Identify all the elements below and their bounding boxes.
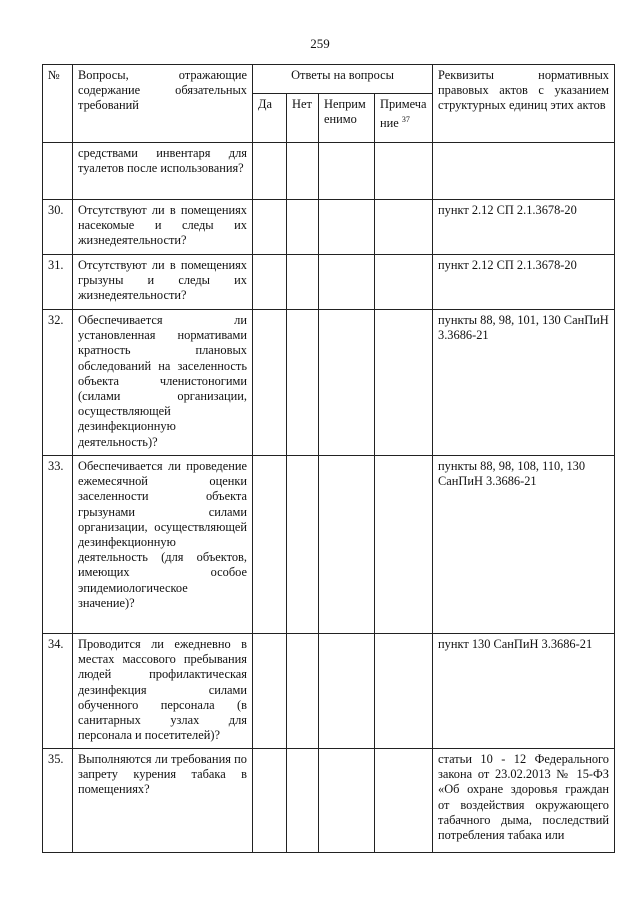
answer-no-cell[interactable] bbox=[287, 634, 319, 749]
answer-note-cell[interactable] bbox=[375, 456, 433, 634]
row-number: 32. bbox=[43, 310, 73, 456]
header-no: Нет bbox=[287, 94, 319, 143]
answer-no-cell[interactable] bbox=[287, 255, 319, 310]
answer-na-cell[interactable] bbox=[319, 749, 375, 853]
header-yes: Да bbox=[253, 94, 287, 143]
row-reference: пункт 2.12 СП 2.1.3678-20 bbox=[433, 200, 615, 255]
row-reference bbox=[433, 143, 615, 200]
row-number: 30. bbox=[43, 200, 73, 255]
answer-note-cell[interactable] bbox=[375, 634, 433, 749]
row-number: 35. bbox=[43, 749, 73, 853]
answer-no-cell[interactable] bbox=[287, 143, 319, 200]
answer-yes-cell[interactable] bbox=[253, 143, 287, 200]
row-number bbox=[43, 143, 73, 200]
answer-na-cell[interactable] bbox=[319, 143, 375, 200]
row-reference: пункт 2.12 СП 2.1.3678-20 bbox=[433, 255, 615, 310]
answer-note-cell[interactable] bbox=[375, 200, 433, 255]
header-note-label: Примечание bbox=[380, 97, 427, 131]
table-row bbox=[43, 200, 615, 255]
row-question: Отсутствуют ли в помещениях насекомые и следы их жизнедеятельности? bbox=[73, 200, 253, 255]
row-question: средствами инвентаря для туалетов после использования? bbox=[73, 143, 253, 200]
header-not-applicable: Неприменимо bbox=[319, 94, 375, 143]
answer-yes-cell[interactable] bbox=[253, 310, 287, 456]
row-reference: статьи 10 - 12 Федерального закона от 23.02.2013 № 15-ФЗ «Об охране здоровья граждан от воздействия окружающего табачного дыма, последствий потребления табака или bbox=[433, 749, 615, 853]
header-note-footnote: 37 bbox=[401, 115, 410, 125]
answer-no-cell[interactable] bbox=[287, 456, 319, 634]
header-answers: Ответы на вопросы bbox=[253, 65, 433, 94]
answer-na-cell[interactable] bbox=[319, 310, 375, 456]
answer-no-cell[interactable] bbox=[287, 200, 319, 255]
row-question: Обеспечивается ли установленная нормативами кратность плановых обследований на заселенность объекта членистоногими (силами организации, осуществляющей дезинфекционную деятельность)? bbox=[73, 310, 253, 456]
checklist-table bbox=[42, 64, 615, 853]
table-row bbox=[43, 143, 615, 200]
answer-note-cell[interactable] bbox=[375, 749, 433, 853]
answer-yes-cell[interactable] bbox=[253, 456, 287, 634]
header-note bbox=[375, 94, 433, 143]
answer-yes-cell[interactable] bbox=[253, 255, 287, 310]
answer-yes-cell[interactable] bbox=[253, 634, 287, 749]
row-reference: пункты 88, 98, 108, 110, 130 СанПиН 3.3686-21 bbox=[433, 456, 615, 634]
table-row bbox=[43, 634, 615, 749]
table-row bbox=[43, 255, 615, 310]
answer-na-cell[interactable] bbox=[319, 634, 375, 749]
answer-yes-cell[interactable] bbox=[253, 200, 287, 255]
row-question: Выполняются ли требования по запрету курения табака в помещениях? bbox=[73, 749, 253, 853]
page-number: 259 bbox=[310, 36, 330, 51]
table-row bbox=[43, 456, 615, 634]
answer-no-cell[interactable] bbox=[287, 749, 319, 853]
row-reference: пункты 88, 98, 101, 130 СанПиН 3.3686-21 bbox=[433, 310, 615, 456]
answer-no-cell[interactable] bbox=[287, 310, 319, 456]
answer-na-cell[interactable] bbox=[319, 255, 375, 310]
header-question: Вопросы, отражающие содержание обязательных требований bbox=[73, 65, 253, 143]
table-row bbox=[43, 749, 615, 853]
row-reference: пункт 130 СанПиН 3.3686-21 bbox=[433, 634, 615, 749]
header-requisites: Реквизиты нормативных правовых актов с указанием структурных единиц этих актов bbox=[433, 65, 615, 143]
row-number: 34. bbox=[43, 634, 73, 749]
row-number: 31. bbox=[43, 255, 73, 310]
row-question: Отсутствуют ли в помещениях грызуны и следы их жизнедеятельности? bbox=[73, 255, 253, 310]
answer-note-cell[interactable] bbox=[375, 255, 433, 310]
answer-note-cell[interactable] bbox=[375, 310, 433, 456]
row-number: 33. bbox=[43, 456, 73, 634]
answer-yes-cell[interactable] bbox=[253, 749, 287, 853]
header-num: № bbox=[43, 65, 73, 143]
table-row bbox=[43, 310, 615, 456]
row-question: Обеспечивается ли проведение ежемесячной оценки заселенности объекта грызунами силами организации, осуществляющей дезинфекционную деятельность (для объектов, имеющих особое эпидемиологическое значение)? bbox=[73, 456, 253, 634]
answer-na-cell[interactable] bbox=[319, 456, 375, 634]
answer-na-cell[interactable] bbox=[319, 200, 375, 255]
answer-note-cell[interactable] bbox=[375, 143, 433, 200]
row-question: Проводится ли ежедневно в местах массового пребывания людей профилактическая дезинфекция силами обученного персонала (в санитарных узлах для персонала и посетителей)? bbox=[73, 634, 253, 749]
